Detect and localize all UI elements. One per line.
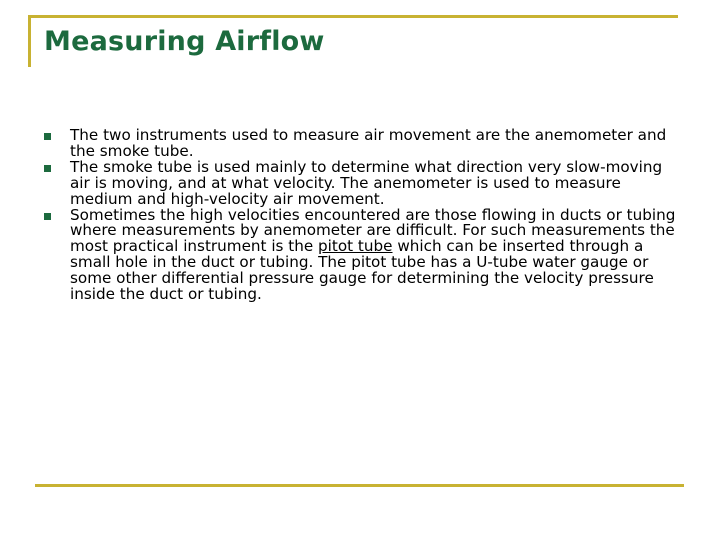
bullet-square-icon bbox=[44, 213, 51, 220]
bullet-square-icon bbox=[44, 165, 51, 172]
footer-accent-line bbox=[35, 484, 684, 487]
bullet-text: The smoke tube is used mainly to determine what direction very slow-moving air is moving, and at what velocity. The anemometer is used to measure medium and high-velocity air movement. bbox=[70, 157, 663, 208]
title-accent-horizontal-line bbox=[28, 15, 678, 18]
bullet-item-3 bbox=[44, 205, 684, 304]
bullet-text: The two instruments used to measure air movement are the anemometer and the smoke tube. bbox=[70, 126, 667, 160]
bullet-square-icon bbox=[44, 133, 51, 140]
bullet-item-1 bbox=[44, 128, 684, 160]
bullet-list bbox=[44, 128, 684, 303]
bullet-text-before: Sometimes the high velocities encountered are those flowing in ducts or tubing where measurements by anemometer are difficult. For such measurements the most practical instrument is the bbox=[70, 205, 676, 256]
bullet-text-after: which can be inserted through a small hole in the duct or tubing. The pitot tube has a U-tube water gauge or some other differential pressure gauge for determining the velocity pressure inside the duct or tubing. bbox=[70, 237, 654, 304]
title-accent-vertical-line bbox=[28, 15, 31, 67]
slide-title: Measuring Airflow bbox=[44, 26, 325, 57]
pitot-tube-link[interactable]: pitot tube bbox=[318, 237, 393, 256]
bullet-item-2 bbox=[44, 157, 684, 208]
